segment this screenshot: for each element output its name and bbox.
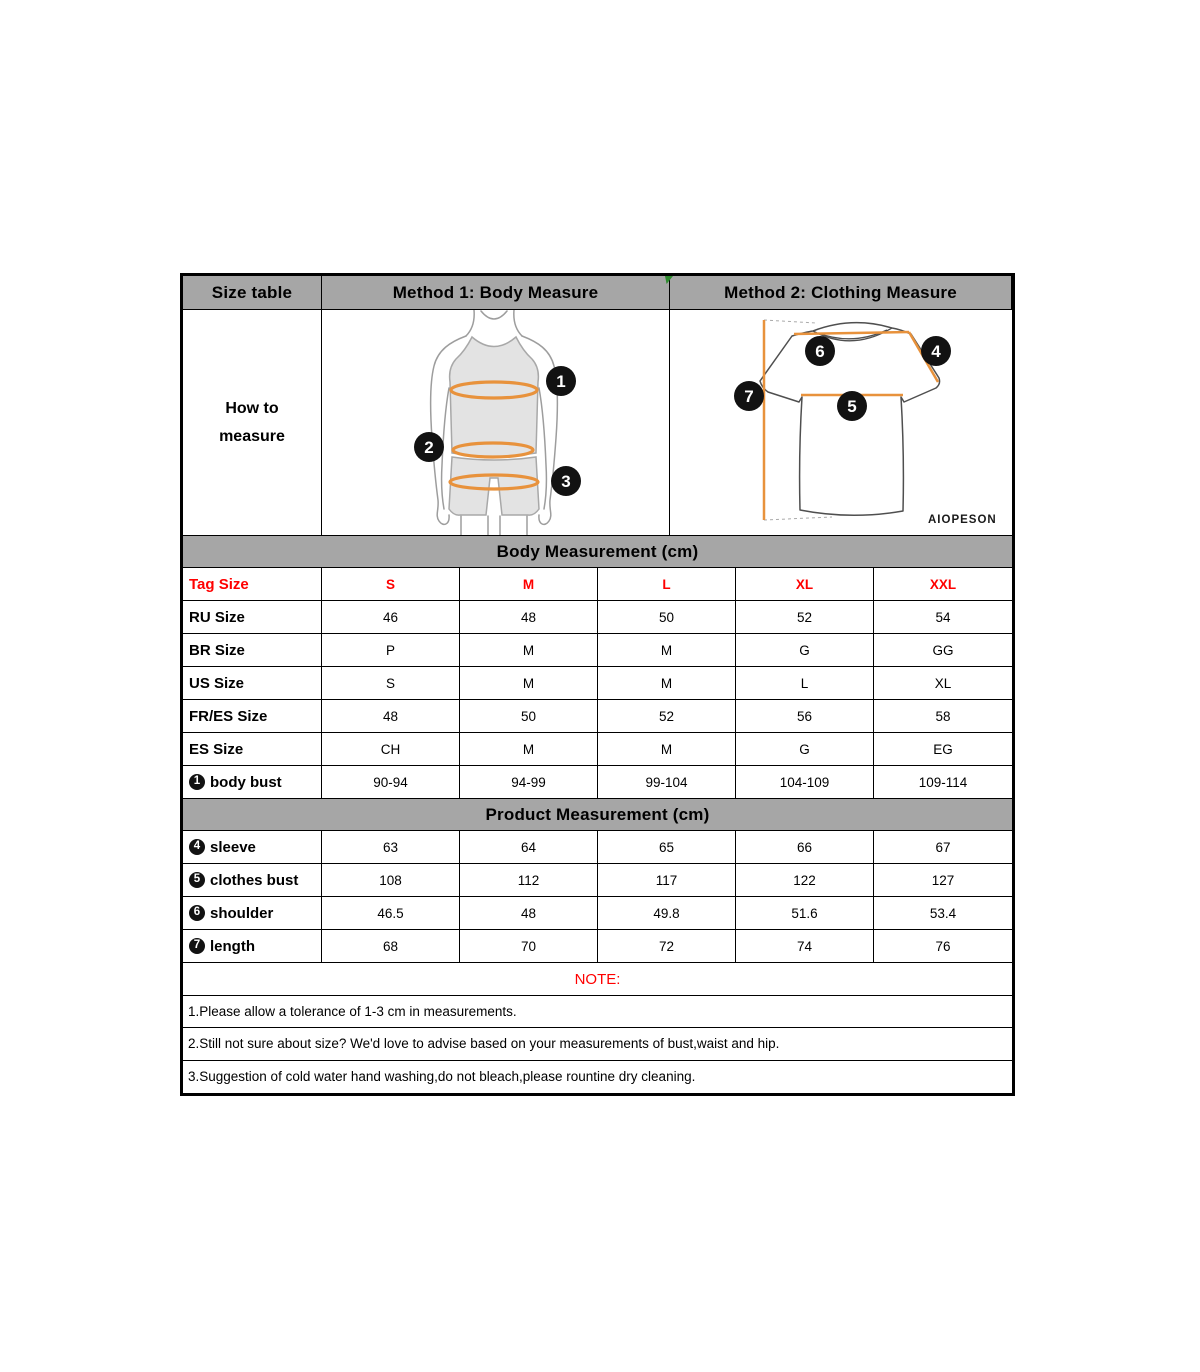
body-bust-row xyxy=(183,766,1012,799)
table-cell: 48 xyxy=(460,601,598,634)
row-label: US Size xyxy=(183,667,322,700)
note-row-3 xyxy=(183,1061,1012,1093)
table-cell: 51.6 xyxy=(736,897,874,930)
es-size-row xyxy=(183,733,1012,766)
method2-header: Method 2: Clothing Measure xyxy=(670,276,1012,310)
table-cell: 90-94 xyxy=(322,766,460,799)
body-measure-diagram xyxy=(322,310,670,536)
row-label: ES Size xyxy=(183,733,322,766)
length-row xyxy=(183,930,1012,963)
table-cell: 48 xyxy=(322,700,460,733)
table-cell: 50 xyxy=(460,700,598,733)
row-label: 1 body bust xyxy=(183,766,322,799)
hip-marker-icon xyxy=(551,466,581,496)
table-cell: 54 xyxy=(874,601,1012,634)
table-cell: M xyxy=(598,667,736,700)
row-label: FR/ES Size xyxy=(183,700,322,733)
table-cell: G xyxy=(736,634,874,667)
table-cell: 50 xyxy=(598,601,736,634)
method1-header: Method 1: Body Measure xyxy=(322,276,670,310)
table-cell: XL xyxy=(874,667,1012,700)
table-cell: M xyxy=(460,568,598,601)
table-cell: 127 xyxy=(874,864,1012,897)
table-cell: S xyxy=(322,568,460,601)
chest-marker-icon xyxy=(837,391,867,421)
br-size-row xyxy=(183,634,1012,667)
body-measurement-title: Body Measurement (cm) xyxy=(183,536,1012,568)
table-cell: 67 xyxy=(874,831,1012,864)
table-cell: 68 xyxy=(322,930,460,963)
svg-text:6: 6 xyxy=(815,342,825,361)
table-cell: G xyxy=(736,733,874,766)
note-title-row xyxy=(183,963,1012,996)
table-cell: M xyxy=(598,634,736,667)
table-cell: 65 xyxy=(598,831,736,864)
table-cell: 99-104 xyxy=(598,766,736,799)
body-figure-illustration xyxy=(322,310,669,535)
table-cell: GG xyxy=(874,634,1012,667)
circled-5-icon: 5 xyxy=(189,872,205,888)
table-cell: M xyxy=(460,733,598,766)
table-cell: M xyxy=(598,733,736,766)
svg-text:7: 7 xyxy=(744,387,754,406)
length-marker-icon xyxy=(734,381,764,411)
row-label: BR Size xyxy=(183,634,322,667)
svg-text:5: 5 xyxy=(847,397,857,416)
table-cell: 49.8 xyxy=(598,897,736,930)
table-cell: XL xyxy=(736,568,874,601)
circled-4-icon: 4 xyxy=(189,839,205,855)
how-to-measure-label: How to measure xyxy=(183,310,322,536)
table-cell: 94-99 xyxy=(460,766,598,799)
row-label: RU Size xyxy=(183,601,322,634)
shoulder-row xyxy=(183,897,1012,930)
size-chart xyxy=(180,273,1015,1096)
note-text: 1.Please allow a tolerance of 1-3 cm in measurements. xyxy=(183,996,1012,1028)
row-label: 7 length xyxy=(183,930,322,963)
note-row-2 xyxy=(183,1028,1012,1060)
svg-text:2: 2 xyxy=(424,438,434,457)
chart-header-row xyxy=(183,276,1012,310)
svg-text:1: 1 xyxy=(556,372,566,391)
sleeve-row xyxy=(183,831,1012,864)
table-cell: M xyxy=(460,667,598,700)
bust-marker-icon xyxy=(546,366,576,396)
table-cell: M xyxy=(460,634,598,667)
table-cell: 46.5 xyxy=(322,897,460,930)
shoulder-marker-icon xyxy=(805,336,835,366)
table-cell: 63 xyxy=(322,831,460,864)
table-cell: L xyxy=(736,667,874,700)
table-cell: 53.4 xyxy=(874,897,1012,930)
table-cell: 76 xyxy=(874,930,1012,963)
waist-marker-icon xyxy=(414,432,444,462)
product-measurement-title-row xyxy=(183,799,1012,831)
table-cell: 112 xyxy=(460,864,598,897)
table-cell: L xyxy=(598,568,736,601)
table-cell: 108 xyxy=(322,864,460,897)
table-cell: 64 xyxy=(460,831,598,864)
circled-7-icon: 7 xyxy=(189,938,205,954)
table-cell: 104-109 xyxy=(736,766,874,799)
us-size-row xyxy=(183,667,1012,700)
table-cell: 52 xyxy=(736,601,874,634)
note-title: NOTE: xyxy=(183,963,1012,996)
svg-text:3: 3 xyxy=(561,472,571,491)
note-text: 2.Still not sure about size? We'd love to advise based on your measurements of bust,waist and hip. xyxy=(183,1028,1012,1060)
table-cell: 72 xyxy=(598,930,736,963)
table-cell: XXL xyxy=(874,568,1012,601)
note-text: 3.Suggestion of cold water hand washing,do not bleach,please rountine dry cleaning. xyxy=(183,1061,1012,1093)
tshirt-illustration xyxy=(670,310,1011,535)
sleeve-marker-icon xyxy=(921,336,951,366)
table-cell: 58 xyxy=(874,700,1012,733)
circled-1-icon: 1 xyxy=(189,774,205,790)
table-cell: 46 xyxy=(322,601,460,634)
table-cell: 66 xyxy=(736,831,874,864)
tag-size-row xyxy=(183,568,1012,601)
table-cell: 117 xyxy=(598,864,736,897)
circled-6-icon: 6 xyxy=(189,905,205,921)
clothing-measure-diagram xyxy=(670,310,1012,536)
table-cell: 52 xyxy=(598,700,736,733)
row-label: 6 shoulder xyxy=(183,897,322,930)
table-cell: P xyxy=(322,634,460,667)
product-measurement-title: Product Measurement (cm) xyxy=(183,799,1012,831)
table-cell: 48 xyxy=(460,897,598,930)
fres-size-row xyxy=(183,700,1012,733)
table-cell: CH xyxy=(322,733,460,766)
row-label: 4 sleeve xyxy=(183,831,322,864)
table-cell: 109-114 xyxy=(874,766,1012,799)
ru-size-row xyxy=(183,601,1012,634)
table-cell: 74 xyxy=(736,930,874,963)
brand-label: AIOPESON xyxy=(928,514,997,526)
table-cell: 56 xyxy=(736,700,874,733)
table-cell: 70 xyxy=(460,930,598,963)
row-label: Tag Size xyxy=(183,568,322,601)
table-cell: 122 xyxy=(736,864,874,897)
svg-text:4: 4 xyxy=(931,342,941,361)
clothes-bust-row xyxy=(183,864,1012,897)
body-measurement-title-row xyxy=(183,536,1012,568)
size-table-header: Size table xyxy=(183,276,322,310)
how-to-measure-row xyxy=(183,310,1012,536)
row-label: 5 clothes bust xyxy=(183,864,322,897)
note-row-1 xyxy=(183,996,1012,1028)
table-cell: EG xyxy=(874,733,1012,766)
table-cell: S xyxy=(322,667,460,700)
